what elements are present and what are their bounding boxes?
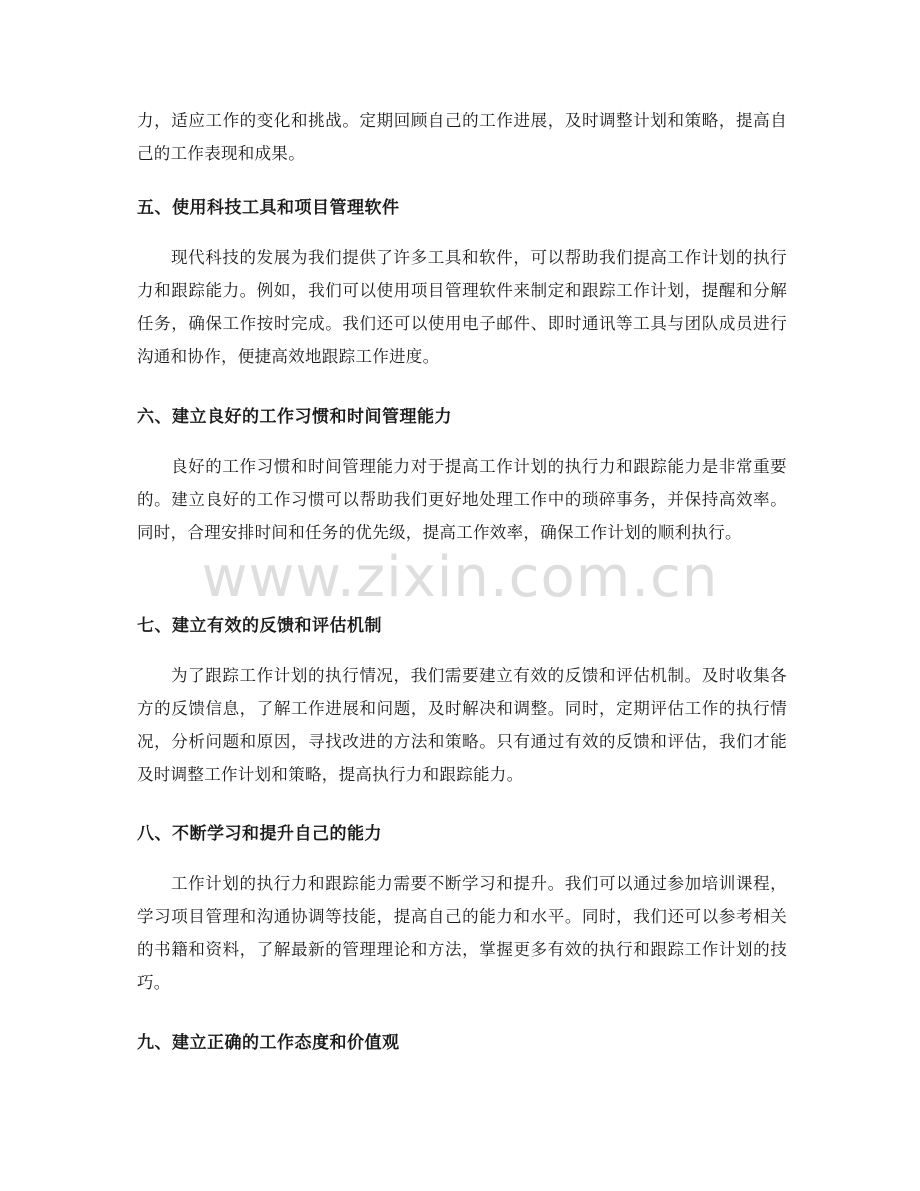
section-body-7: 为了跟踪工作计划的执行情况，我们需要建立有效的反馈和评估机制。及时收集各方的反馈信息，了解工作进展和问题，及时解决和调整。同时，定期评估工作的执行情况，分析问题和原因，寻找改进的方法和策略。只有通过有效的反馈和评估，我们才能及时调整工作计划和策略，提高执行力和跟踪能力。 — [137, 666, 787, 784]
section-body-8: 工作计划的执行力和跟踪能力需要不断学习和提升。我们可以通过参加培训课程，学习项目管理和沟通协调等技能，提高自己的能力和水平。同时，我们还可以参考相关的书籍和资料，了解最新的管理理论和方法，掌握更多有效的执行和跟踪工作计划的技巧。 — [137, 874, 787, 992]
watermark: www.zixin.com.cn — [201, 545, 719, 610]
section-heading-8: 八、不断学习和提升自己的能力 — [137, 824, 382, 844]
paragraph-continuation: 力，适应工作的变化和挑战。定期回顾自己的工作进展，及时调整计划和策略，提高自己的工作表现和成果。 — [137, 111, 787, 163]
section-heading-9: 九、建立正确的工作态度和价值观 — [137, 1033, 400, 1053]
section-body-5: 现代科技的发展为我们提供了许多工具和软件，可以帮助我们提高工作计划的执行力和跟踪能力。例如，我们可以使用项目管理软件来制定和跟踪工作计划，提醒和分解任务，确保工作按时完成。我们还可以使用电子邮件、即时通讯等工具与团队成员进行沟通和协作，便捷高效地跟踪工作进度。 — [137, 248, 787, 366]
section-heading-7: 七、建立有效的反馈和评估机制 — [137, 616, 382, 636]
section-heading-6: 六、建立良好的工作习惯和时间管理能力 — [137, 407, 452, 427]
section-heading-5: 五、使用科技工具和项目管理软件 — [137, 198, 400, 218]
section-body-6: 良好的工作习惯和时间管理能力对于提高工作计划的执行力和跟踪能力是非常重要的。建立良好的工作习惯可以帮助我们更好地处理工作中的琐碎事务，并保持高效率。同时，合理安排时间和任务的优先级，提高工作效率，确保工作计划的顺利执行。 — [137, 457, 787, 542]
